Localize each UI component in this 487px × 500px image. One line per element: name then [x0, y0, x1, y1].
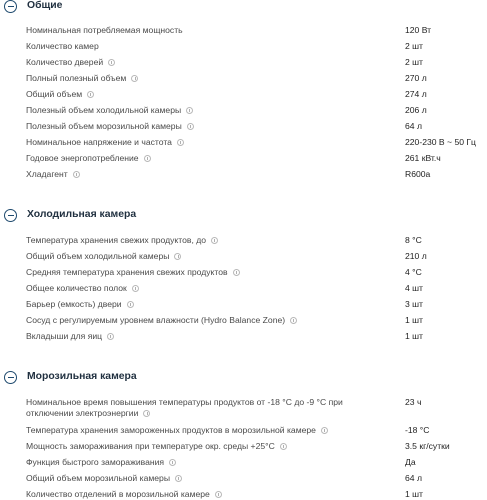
spec-label: Температура хранения замороженных продуктов в морозильной камере — [26, 425, 384, 436]
spec-value: 2 шт — [405, 57, 423, 67]
section-header-general[interactable] — [0, 0, 487, 22]
info-icon[interactable] — [211, 237, 218, 244]
spec-value: Да — [405, 457, 416, 467]
info-icon[interactable] — [107, 333, 114, 340]
info-icon[interactable] — [174, 253, 181, 260]
info-icon[interactable] — [169, 459, 176, 466]
info-icon[interactable] — [108, 59, 115, 66]
spec-value: 64 л — [405, 121, 422, 131]
spec-value: 206 л — [405, 105, 427, 115]
spec-label: Количество дверей — [26, 57, 384, 68]
section-header-freezer[interactable] — [0, 370, 487, 392]
info-icon[interactable] — [175, 475, 182, 482]
spec-value: R600a — [405, 169, 431, 179]
section-title: Холодильная камера — [27, 209, 137, 220]
spec-value: 64 л — [405, 473, 422, 483]
spec-value: 1 шт — [405, 331, 423, 341]
spec-label: Номинальное напряжение и частота — [26, 137, 384, 148]
spec-value: 23 ч — [405, 397, 422, 407]
info-icon[interactable] — [131, 75, 138, 82]
spec-value: 8 °C — [405, 235, 422, 245]
info-icon[interactable] — [132, 285, 139, 292]
spec-value: -18 °C — [405, 425, 430, 435]
spec-label: Общее количество полок — [26, 283, 384, 294]
info-icon[interactable] — [87, 91, 94, 98]
spec-label: Барьер (емкость) двери — [26, 299, 384, 310]
info-icon[interactable] — [143, 410, 150, 417]
collapse-icon[interactable] — [4, 209, 17, 222]
spec-value: 1 шт — [405, 315, 423, 325]
spec-value: 261 кВт.ч — [405, 153, 441, 163]
spec-value: 220-230 В ~ 50 Гц — [405, 137, 476, 147]
section-header-fridge[interactable] — [0, 208, 487, 230]
info-icon[interactable] — [187, 123, 194, 130]
info-icon[interactable] — [280, 443, 287, 450]
section-title: Общие — [27, 0, 63, 11]
info-icon[interactable] — [127, 301, 134, 308]
spec-value: 4 °C — [405, 267, 422, 277]
spec-label: Мощность замораживания при температуре окр. среды +25°C — [26, 441, 384, 452]
spec-value: 2 шт — [405, 41, 423, 51]
spec-label: Общий объем холодильной камеры — [26, 251, 384, 262]
info-icon[interactable] — [321, 427, 328, 434]
collapse-icon[interactable] — [4, 0, 17, 13]
spec-value: 3 шт — [405, 299, 423, 309]
spec-value: 4 шт — [405, 283, 423, 293]
spec-label: Полезный объем морозильной камеры — [26, 121, 384, 132]
collapse-icon[interactable] — [4, 371, 17, 384]
spec-label: Количество отделений в морозильной камере — [26, 489, 384, 500]
info-icon[interactable] — [233, 269, 240, 276]
spec-value: 270 л — [405, 73, 427, 83]
info-icon[interactable] — [215, 491, 222, 498]
spec-label: Номинальная потребляемая мощность — [26, 25, 183, 35]
spec-value: 120 Вт — [405, 25, 432, 35]
info-icon[interactable] — [177, 139, 184, 146]
info-icon[interactable] — [186, 107, 193, 114]
spec-label: Годовое энергопотребление — [26, 153, 384, 164]
spec-label: Общий объем — [26, 89, 384, 100]
spec-label: Номинальное время повышения температуры продуктов от -18 °C до -9 °C при отключении электроэнергии — [26, 397, 343, 418]
info-icon[interactable] — [290, 317, 297, 324]
spec-label: Вкладыши для яиц — [26, 331, 384, 342]
info-icon[interactable] — [73, 171, 80, 178]
spec-value: 210 л — [405, 251, 427, 261]
spec-label: Хладагент — [26, 169, 384, 180]
spec-label: Сосуд с регулируемым уровнем влажности (Hydro Balance Zone) — [26, 315, 384, 326]
spec-label: Полезный объем холодильной камеры — [26, 105, 384, 116]
spec-label: Температура хранения свежих продуктов, до — [26, 235, 384, 246]
info-icon[interactable] — [144, 155, 151, 162]
spec-label: Количество камер — [26, 41, 99, 51]
spec-label: Полный полезный объем — [26, 73, 384, 84]
spec-value: 1 шт — [405, 489, 423, 499]
section-title: Морозильная камера — [27, 371, 137, 382]
spec-label: Средняя температура хранения свежих продуктов — [26, 267, 384, 278]
spec-label: Общий объем морозильной камеры — [26, 473, 384, 484]
spec-value: 3.5 кг/сутки — [405, 441, 450, 451]
spec-label: Функция быстрого замораживания — [26, 457, 384, 468]
spec-value: 274 л — [405, 89, 427, 99]
